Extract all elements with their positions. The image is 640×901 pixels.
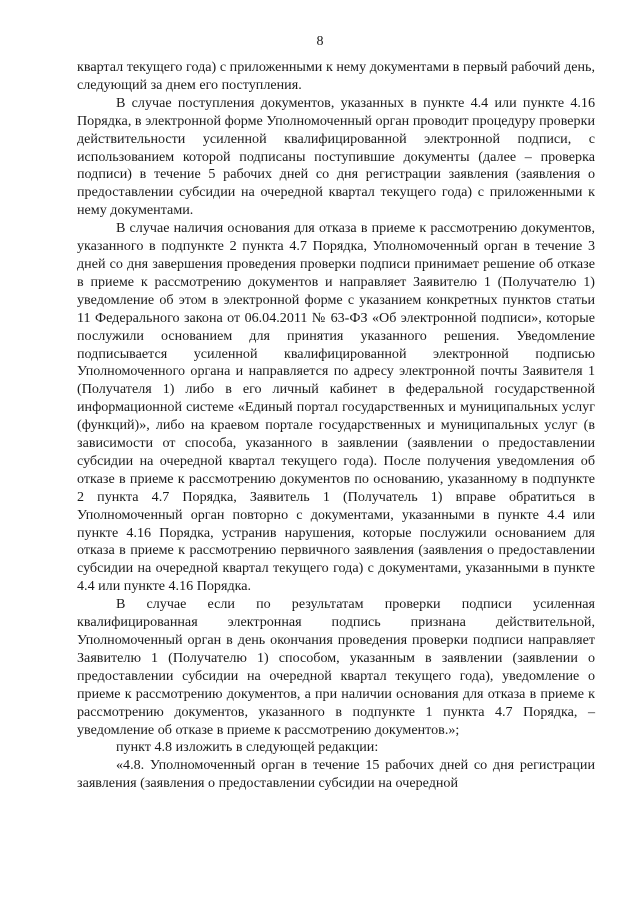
document-body (77, 59, 595, 793)
paragraph-amendment-intro: пункт 4.8 изложить в следующей редакции: (116, 739, 379, 756)
paragraph-continuation: квартал текущего года) с приложенными к нему документами в первый рабочий день, следующий за днем его поступления. (77, 59, 595, 93)
page-number: 8 (316, 34, 324, 49)
paragraph-signature-valid: В случае если по результатам проверки подписи усиленная квалифицированная электронная подпись признана действительной, Уполномоченный орган в день окончания проведения проверки подписи направляет Заявителю 1 (Получателю 1) способом, указанным в заявлении (заявлении о предоставлении субсидии на очередной квартал текущего года), уведомление о приеме к рассмотрению документов, а при наличии основания для отказа в приеме к рассмотрению документов, указанного в подпункте 1 пункта 4.7 Порядка, – уведомление об отказе в приеме к рассмотрению документов.»; (77, 596, 595, 738)
paragraph-signature-verification: В случае поступления документов, указанных в пункте 4.4 или пункте 4.16 Порядка, в электронной форме Уполномоченный орган проводит процедуру проверки действительности усиленной квалифицированной электронной подписи, с использованием которой подписаны поступившие документы (далее – проверка подписи) в течение 5 рабочих дней со дня регистрации заявления (заявления о предоставлении субсидии на очередной квартал текущего года) с приложенными к нему документами. (77, 94, 595, 219)
paragraph-clause-4-8: «4.8. Уполномоченный орган в течение 15 рабочих дней со дня регистрации заявления (заявления о предоставлении субсидии на очередной (77, 757, 595, 792)
paragraph-refusal-grounds: В случае наличия основания для отказа в приеме к рассмотрению документов, указанного в подпункте 2 пункта 4.7 Порядка, Уполномоченный орган в течение 3 дней со дня завершения проведения проверки подписи принимает решение об отказе в приеме к рассмотрению документов и направляет Заявителю 1 (Получателю 1) уведомление об этом в электронной форме с указанием конкретных пунктов статьи 11 Федерального закона от 06.04.2011 № 63-ФЗ «Об электронной подписи», которые послужили основанием для принятия указанного решения. Уведомление подписывается усиленной квалифицированной электронной подписью Уполномоченного органа и направляется по адресу электронной почты Заявителя 1 (Получателя 1) либо в его личный кабинет в федеральной государственной информационной системе «Единый портал государственных и муниципальных услуг (функций)», либо на краевом портале государственных и муниципальных услуг (в зависимости от способа, указанного в заявлении (заявлении о предоставлении субсидии на очередной квартал текущего года). После получения уведомления об отказе в приеме к рассмотрению документов по основанию, указанному в подпункте 2 пункта 4.7 Порядка, Заявитель 1 (Получатель 1) вправе обратиться в Уполномоченный орган повторно с документами, указанными в пункте 4.4 или пункте 4.16 Порядка, устранив нарушения, которые послужили основанием для отказа в приеме к рассмотрению первичного заявления (заявления о предоставлении субсидии на очередной квартал текущего года) с документами, указанными в пункте 4.4 или пункте 4.16 Порядка. (77, 220, 595, 595)
